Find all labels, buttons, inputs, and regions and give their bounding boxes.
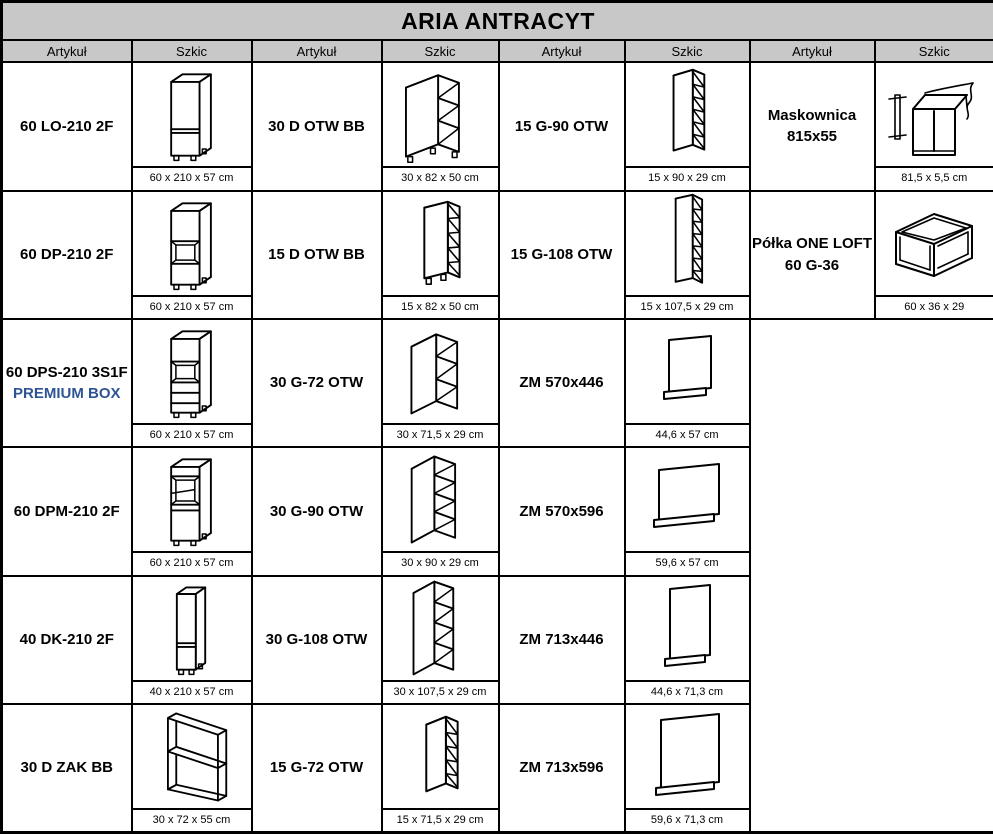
product-label: 15 G-72 OTW <box>269 759 364 777</box>
sketch-large-appliance-panel <box>637 710 737 805</box>
product-sketch-cell <box>132 576 252 704</box>
product-label-cell <box>252 62 382 190</box>
product-label: ZM 713x446 <box>519 631 604 649</box>
sketch-corner-shelf-unit <box>142 707 242 807</box>
product-sketch-cell <box>625 704 750 832</box>
product-sketch-cell <box>625 62 750 190</box>
product-label: 60 DPM-210 2F <box>13 502 120 520</box>
sketch-narrow-open-base-cabinet <box>390 195 490 293</box>
sketch-microwave-oven-housing <box>144 449 239 551</box>
sketch-narrow-open-wall-cabinet-small <box>390 708 490 806</box>
product-label: ZM 570x596 <box>519 502 604 520</box>
product-dimensions: 15 x 71,5 x 29 cm <box>383 808 498 830</box>
product-dimensions: 15 x 82 x 50 cm <box>383 295 498 317</box>
product-dimensions: 44,6 x 57 cm <box>626 423 749 445</box>
product-label-cell <box>2 704 132 832</box>
column-header-szkic: Szkic <box>132 40 252 62</box>
product-dimensions: 30 x 71,5 x 29 cm <box>383 423 498 445</box>
product-dimensions: 60 x 36 x 29 <box>876 295 993 317</box>
sketch-open-wall-cabinet-4 <box>390 449 490 551</box>
product-dimensions: 30 x 82 x 50 cm <box>383 166 498 188</box>
product-label: 60 DPS-210 3S1F <box>5 363 128 381</box>
product-label-cell <box>750 191 875 319</box>
product-label: 15 G-108 OTW <box>510 246 613 264</box>
product-sketch-cell <box>625 319 750 447</box>
product-sketch-cell <box>382 319 499 447</box>
product-label: 60 LO-210 2F <box>20 117 114 135</box>
product-label: ZM 570x446 <box>519 374 604 392</box>
product-dimensions: 44,6 x 71,3 cm <box>626 680 749 702</box>
product-dimensions: 60 x 210 x 57 cm <box>133 423 251 445</box>
product-dimensions: 60 x 210 x 57 cm <box>133 166 251 188</box>
page-title: ARIA ANTRACYT <box>2 2 993 41</box>
column-header-artykul: Artykuł <box>2 40 132 62</box>
product-label-cell <box>2 447 132 575</box>
product-label-cell <box>252 319 382 447</box>
product-label: 30 G-90 OTW <box>269 502 364 520</box>
sketch-open-wall-cabinet-3 <box>390 322 490 422</box>
product-label-cell <box>499 319 625 447</box>
product-label-cell <box>499 191 625 319</box>
sketch-plinth-cover-cabinet <box>879 65 989 165</box>
product-label: 30 G-108 OTW <box>265 631 368 649</box>
product-label: 15 G-90 OTW <box>514 117 609 135</box>
product-label-cell <box>750 62 875 190</box>
product-dimensions: 30 x 72 x 55 cm <box>133 808 251 830</box>
product-label-cell <box>2 576 132 704</box>
sketch-narrow-tall-open-wall-cabinet <box>637 193 737 295</box>
sketch-narrow-tall-cabinet <box>144 578 239 680</box>
product-label-cell <box>499 576 625 704</box>
product-dimensions: 81,5 x 5,5 cm <box>876 166 993 188</box>
product-label-cell <box>252 191 382 319</box>
product-sketch-cell <box>132 447 252 575</box>
column-header-szkic: Szkic <box>382 40 499 62</box>
sketch-open-base-cabinet <box>390 64 490 166</box>
product-label-cell <box>499 447 625 575</box>
product-dimensions: 60 x 210 x 57 cm <box>133 295 251 317</box>
sketch-open-frame-shelf <box>882 194 987 294</box>
product-dimensions: 59,6 x 57 cm <box>626 551 749 573</box>
sketch-tall-appliance-panel <box>637 581 737 676</box>
product-label-cell <box>2 319 132 447</box>
product-dimensions: 15 x 90 x 29 cm <box>626 166 749 188</box>
product-label: Półka ONE LOFT <box>751 235 872 253</box>
product-label: 40 DK-210 2F <box>19 631 114 649</box>
product-sketch-cell <box>132 704 252 832</box>
product-label: 60 DP-210 2F <box>20 246 114 264</box>
product-label: 15 D OTW BB <box>268 246 365 264</box>
product-sketch-cell <box>382 447 499 575</box>
column-header-artykul: Artykuł <box>499 40 625 62</box>
product-label-cell <box>2 191 132 319</box>
product-label: ZM 713x596 <box>519 759 604 777</box>
product-dimensions: 59,6 x 71,3 cm <box>626 808 749 830</box>
sketch-appliance-panel <box>637 325 737 420</box>
product-sketch-cell <box>132 191 252 319</box>
sketch-oven-housing-drawers-cabinet <box>144 321 239 423</box>
product-sketch-cell <box>625 447 750 575</box>
product-label-cell <box>499 704 625 832</box>
product-label: Maskownica <box>767 107 857 125</box>
product-sketch-cell <box>875 62 993 190</box>
product-dimensions: 60 x 210 x 57 cm <box>133 551 251 573</box>
product-label-premium-box: PREMIUM BOX <box>12 385 121 403</box>
product-sketch-cell <box>132 319 252 447</box>
product-label-line2: 815x55 <box>786 128 838 146</box>
product-sketch-cell <box>132 62 252 190</box>
column-header-szkic: Szkic <box>875 40 993 62</box>
column-header-artykul: Artykuł <box>252 40 382 62</box>
product-sketch-cell <box>875 191 993 319</box>
product-label: 30 D OTW BB <box>268 117 365 135</box>
product-label-cell <box>252 447 382 575</box>
product-label-cell <box>499 62 625 190</box>
product-sketch-cell <box>625 191 750 319</box>
product-label-cell <box>252 704 382 832</box>
product-label-cell <box>2 62 132 190</box>
product-sketch-cell <box>382 704 499 832</box>
product-sketch-cell <box>382 191 499 319</box>
product-label: 30 D ZAK BB <box>20 759 113 777</box>
product-label-cell <box>252 576 382 704</box>
product-label: 30 G-72 OTW <box>269 374 364 392</box>
product-dimensions: 15 x 107,5 x 29 cm <box>626 295 749 317</box>
sketch-tall-cabinet <box>144 64 239 166</box>
product-sketch-cell <box>625 576 750 704</box>
product-dimensions: 30 x 90 x 29 cm <box>383 551 498 573</box>
product-sketch-cell <box>382 62 499 190</box>
product-label-line2: 60 G-36 <box>784 256 840 274</box>
column-header-szkic: Szkic <box>625 40 750 62</box>
sketch-wide-appliance-panel <box>637 453 737 548</box>
sketch-tall-open-wall-cabinet-4 <box>390 578 490 680</box>
product-sketch-cell <box>382 576 499 704</box>
sketch-narrow-open-wall-cabinet <box>637 65 737 165</box>
empty-cell <box>750 319 993 833</box>
product-dimensions: 30 x 107,5 x 29 cm <box>383 680 498 702</box>
product-dimensions: 40 x 210 x 57 cm <box>133 680 251 702</box>
sketch-oven-housing-cabinet <box>144 193 239 295</box>
column-header-artykul: Artykuł <box>750 40 875 62</box>
